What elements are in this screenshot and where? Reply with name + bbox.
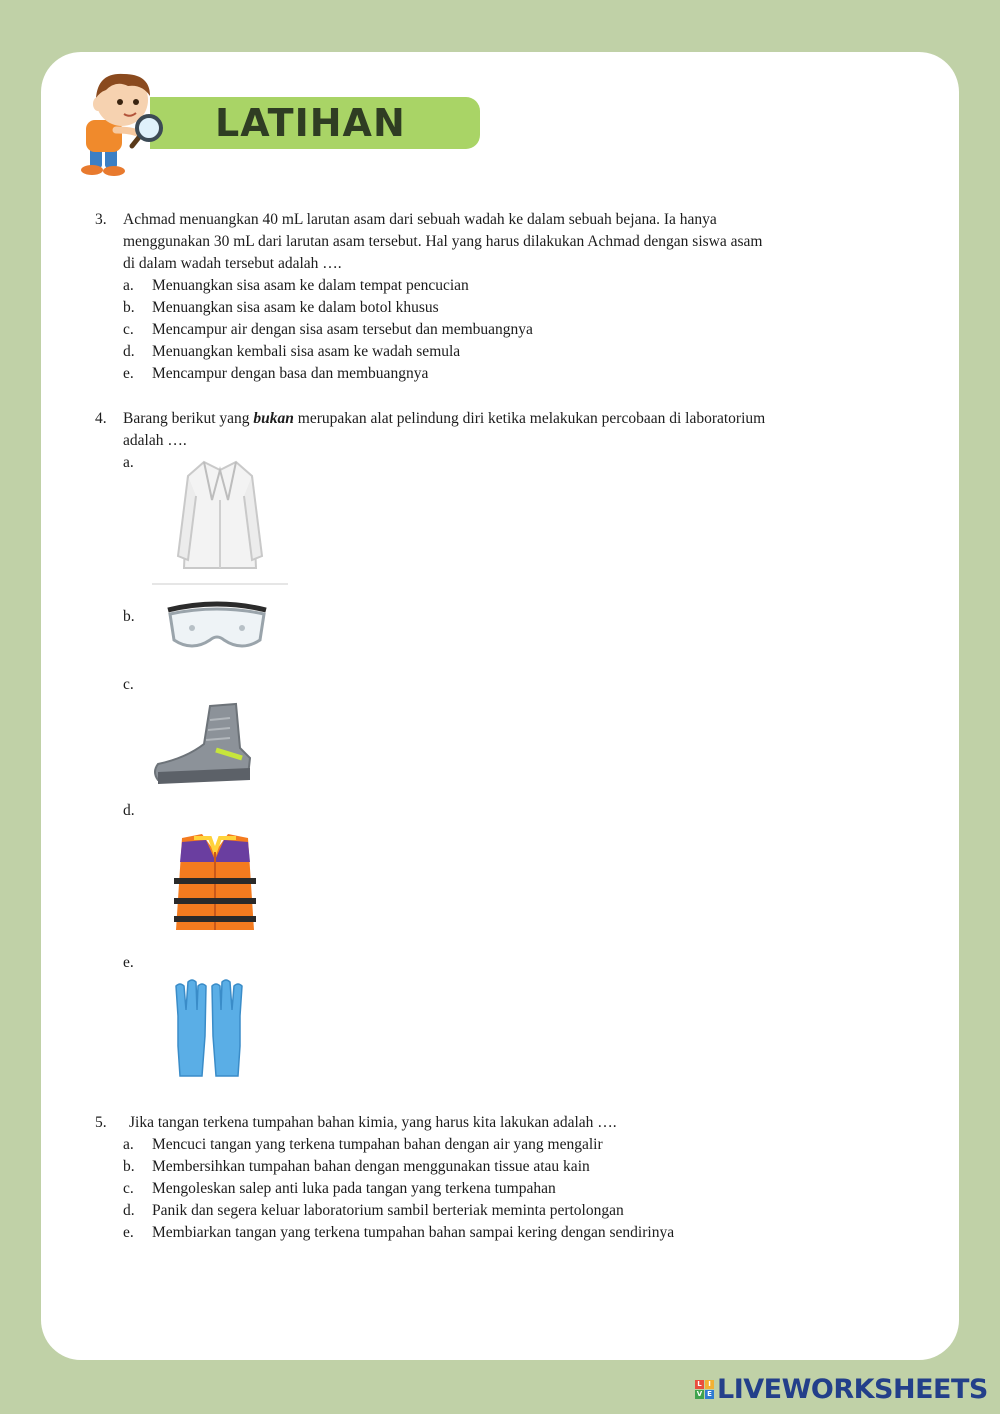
liveworksheets-badge-icon: L I V E	[695, 1380, 714, 1399]
safety-shoe-icon[interactable]	[150, 700, 258, 788]
brand-name: LIVEWORKSHEETS	[717, 1374, 988, 1405]
option-c[interactable]: c. Mencampur air dengan sisa asam tersebut dan membuangnya	[123, 321, 533, 338]
option-a-letter: a.	[123, 454, 134, 471]
option-b[interactable]: b. Menuangkan sisa asam ke dalam botol khusus	[123, 299, 439, 316]
mascot-magnifier-icon	[72, 68, 168, 178]
option-d[interactable]: d. Menuangkan kembali sisa asam ke wadah semula	[123, 343, 461, 360]
question-4	[95, 408, 775, 452]
option-d-letter: d.	[123, 802, 135, 819]
option-list	[123, 1134, 775, 1244]
life-jacket-icon[interactable]	[172, 830, 258, 938]
question-3	[95, 209, 775, 385]
question-number: 5.	[95, 1114, 107, 1131]
option-a[interactable]: a. Mencuci tangan yang terkena tumpahan bahan dengan air yang mengalir	[123, 1136, 603, 1153]
option-e-letter: e.	[123, 954, 134, 971]
question-stem: Barang berikut yang bukan merupakan alat pelindung diri ketika melakukan percobaan di laboratorium adalah ….	[123, 410, 766, 449]
option-c-letter: c.	[123, 676, 134, 693]
question-number: 3.	[95, 211, 107, 228]
safety-goggles-icon[interactable]	[162, 600, 272, 660]
option-d[interactable]: d. Panik dan segera keluar laboratorium sambil berteriak meminta pertolongan	[123, 1202, 624, 1219]
option-e[interactable]: e. Mencampur dengan basa dan membuangnya	[123, 365, 429, 382]
question-stem: Achmad menuangkan 40 mL larutan asam dari sebuah wadah ke dalam sebuah bejana. Ia hanya menggunakan 30 mL dari larutan asam tersebut. Hal yang harus dilakukan Achmad dengan siswa asam di dalam wadah tersebut adalah ….	[123, 211, 763, 272]
option-list	[123, 275, 775, 385]
option-c[interactable]: c. Mengoleskan salep anti luka pada tangan yang terkena tumpahan	[123, 1180, 556, 1197]
page-title: LATIHAN	[215, 101, 406, 145]
option-b-letter: b.	[123, 608, 135, 625]
option-e[interactable]: e. Membiarkan tangan yang terkena tumpahan bahan sampai kering dengan sendirinya	[123, 1224, 675, 1241]
option-a[interactable]: a. Menuangkan sisa asam ke dalam tempat pencucian	[123, 277, 469, 294]
lab-coat-icon[interactable]	[152, 456, 288, 586]
question-5	[95, 1112, 775, 1244]
question-stem: Jika tangan terkena tumpahan bahan kimia, yang harus kita lakukan adalah ….	[129, 1114, 617, 1131]
question-number: 4.	[95, 410, 107, 427]
liveworksheets-logo[interactable]	[695, 1374, 988, 1405]
rubber-gloves-icon[interactable]	[172, 976, 246, 1080]
option-b[interactable]: b. Membersihkan tumpahan bahan dengan menggunakan tissue atau kain	[123, 1158, 590, 1175]
